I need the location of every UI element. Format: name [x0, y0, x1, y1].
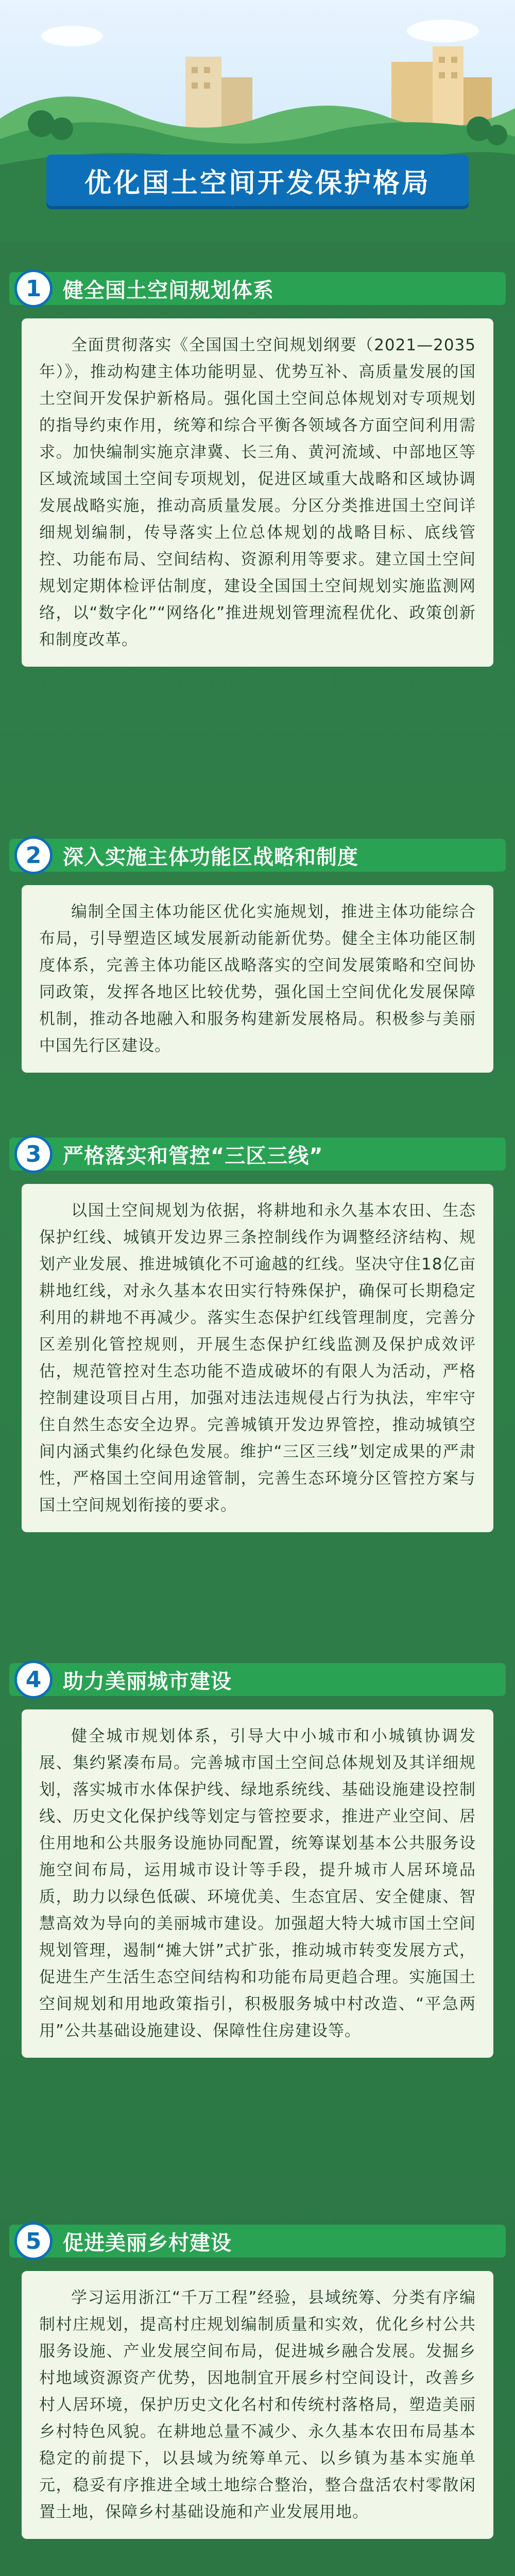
section-title: 严格落实和管控“三区三线” — [63, 1144, 323, 1168]
section-number-badge: 1 — [14, 269, 53, 308]
section-number-badge: 5 — [14, 2222, 53, 2260]
section-1 — [9, 268, 506, 667]
section-2 — [9, 835, 506, 1073]
section-text: 全面贯彻落实《全国国土空间规划纲要（2021—2035年）》，推动构建主体功能明显、优势互补、高质量发展的国土空间开发保护新格局。强化国土空间总体规划对专项规划的指导约束作用，统筹和综合平衡各领域各方面空间利用需求。加快编制实施京津冀、长三角、黄河流域、中部地区等区域流域国土空间专项规划，促进区域重大战略和区域协调发展战略实施，推动高质量发展。分区分类推进国土空间详细规划编制，传导落实上位总体规划的战略目标、底线管控、功能布局、空间结构、资源利用等要求。建立国土空间规划定期体检评估制度，建设全国国土空间规划实施监测网络，以“数字化”“网络化”推进规划管理流程优化、政策创新和制度改革。 — [39, 336, 476, 649]
section-header — [9, 268, 506, 309]
section-text: 健全城市规划体系，引导大中小城市和小城镇协调发展、集约紧凑布局。完善城市国土空间总体规划及其详细规划，落实城市水体保护线、绿地系统线、基础设施建设控制线、历史文化保护线等划定与管控要求，推进产业空间、居住用地和公共服务设施协同配置，统筹谋划基本公共服务设施空间布局，运用城市设计等手段，提升城市人居环境品质，助力以绿色低碳、环境优美、生态宜居、安全健康、智慧高效为导向的美丽城市建设。加强超大特大城市国土空间规划管理，遏制“摊大饼”式扩张，推动城市转变发展方式，促进生产生活生态空间结构和功能布局更趋合理。实施国土空间规划和用地政策指引，积极服务城中村改造、“平急两用”公共基础设施建设、保障性住房建设等。 — [39, 1727, 476, 2040]
section-4 — [9, 1659, 506, 2058]
section-title: 健全国土空间规划体系 — [63, 278, 274, 302]
section-text: 学习运用浙江“千万工程”经验，县域统筹、分类有序编制村庄规划，提高村庄规划编制质量和实效，优化乡村公共服务设施、产业发展空间布局，促进城乡融合发展。发掘乡村地域资源资产优势，因地制宜开展乡村空间设计，改善乡村人居环境，保护历史文化名村和传统村落格局，塑造美丽乡村特色风貌。在耕地总量不减少、永久基本农田布局基本稳定的前提下，以县域为统筹单元、以乡镇为基本实施单元，稳妥有序推进全域土地综合整治，整合盘活农村零散闲置土地，保障乡村基础设施和产业发展用地。 — [39, 2289, 476, 2521]
section-3 — [9, 1133, 506, 1532]
section-text: 以国土空间规划为依据，将耕地和永久基本农田、生态保护红线、城镇开发边界三条控制线作为调整经济结构、规划产业发展、推进城镇化不可逾越的红线。坚决守住18亿亩耕地红线，对永久基本农田实行特殊保护，确保可长期稳定利用的耕地不再减少。落实生态保护红线管理制度，完善分区差别化管控规则，开展生态保护红线监测及保护成效评估，规范管控对生态功能不造成破坏的有限人为活动，严格控制建设项目占用，加强对违法违规侵占行为执法，牢牢守住自然生态安全边界。完善城镇开发边界管控，推动城镇空间内涵式集约化绿色发展。维护“三区三线”划定成果的严肃性，严格国土空间用途管制，完善生态环境分区管控方案与国土空间规划衔接的要求。 — [39, 1201, 476, 1515]
section-title: 促进美丽乡村建设 — [63, 2231, 232, 2255]
section-header — [9, 2221, 506, 2262]
section-header — [9, 1133, 506, 1175]
page-title: 优化国土空间开发保护格局 — [84, 167, 431, 199]
section-title: 深入实施主体功能区战略和制度 — [63, 845, 358, 869]
section-number-badge: 2 — [14, 836, 53, 874]
title-banner — [46, 155, 469, 206]
section-text-panel — [22, 1184, 493, 1532]
header-illustration — [0, 0, 515, 242]
section-text: 编制全国主体功能区优化实施规划，推进主体功能综合布局，引导塑造区域发展新动能新优势。健全主体功能区制度体系，完善主体功能区战略落实的空间发展策略和空间协同政策，发挥各地区比较优势，强化国土空间优化发展保障机制，推动各地融入和服务构建新发展格局。积极参与美丽中国先行区建设。 — [39, 903, 476, 1055]
section-header — [9, 1659, 506, 1700]
section-text-panel — [22, 1709, 493, 2058]
section-text-panel — [22, 318, 493, 667]
section-5 — [9, 2221, 506, 2539]
section-number-badge: 3 — [14, 1135, 53, 1173]
section-text-panel — [22, 885, 493, 1073]
section-title: 助力美丽城市建设 — [63, 1669, 232, 1693]
section-text-panel — [22, 2271, 493, 2539]
section-number-badge: 4 — [14, 1660, 53, 1699]
section-header — [9, 835, 506, 876]
